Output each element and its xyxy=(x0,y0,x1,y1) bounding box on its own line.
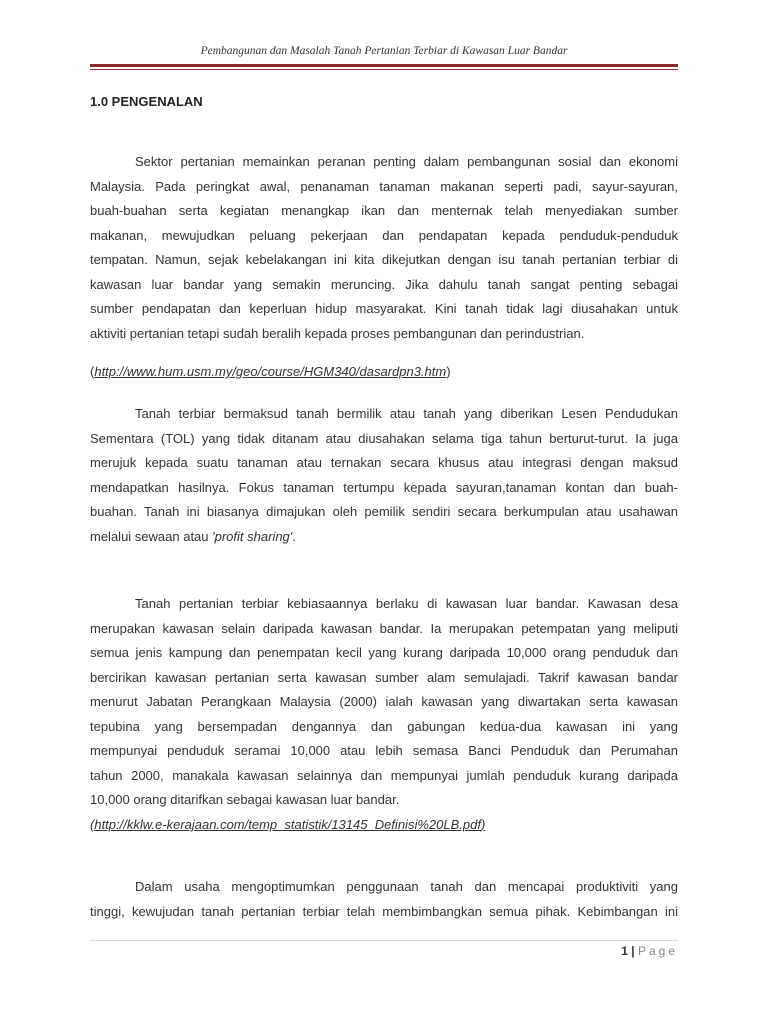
paragraph-line: kawasan luar bandar yang semakin meruncing. Jika dahulu tanah sangat penting sebagai xyxy=(90,276,678,292)
paragraph-line: Malaysia. Pada peringkat awal, penanaman tanaman makanan seperti padi, sayur-sayuran, xyxy=(90,178,678,194)
paragraph-3 xyxy=(90,592,678,813)
paragraph-line: tinggi, kewujudan tanah pertanian terbiar telah membimbangkan semua pihak. Kebimbangan ini xyxy=(90,903,678,919)
paragraph-1 xyxy=(90,150,678,346)
paragraph-line: sumber pendapatan dan keperluan hidup masyarakat. Kini tanah tidak lagi diusahakan untuk xyxy=(90,301,678,316)
profit-sharing-term: 'profit sharing' xyxy=(212,528,293,544)
paragraph-line: makanan, mewujudkan peluang pekerjaan dan pendapatan kepada penduduk-penduduk xyxy=(90,227,678,243)
reference-link[interactable]: (http://kklw.e-kerajaan.com/temp_statistik/13145_Definisi%20LB.pdf) xyxy=(90,817,486,832)
paragraph-line: Tanah pertanian terbiar kebiasaannya berlaku di kawasan luar bandar. Kawasan desa xyxy=(135,596,678,611)
paragraph-line: melalui sewaan atau 'profit sharing'. xyxy=(90,528,296,544)
paragraph-line: 10,000 orang ditarifkan sebagai kawasan luar bandar. xyxy=(90,792,400,807)
paragraph-line: aktiviti pertanian tetapi sudah beralih kepada proses pembangunan dan perindustrian. xyxy=(90,325,585,341)
paragraph-line: tepubina yang bersempadan dengannya dan gabungan kedua-dua kawasan ini yang xyxy=(90,718,678,734)
section-heading: 1.0 PENGENALAN xyxy=(90,94,203,109)
paragraph-line: buah-buahan serta kegiatan menangkap ikan dan menternak telah menyediakan sumber xyxy=(90,203,678,218)
page-number: 1 | Page xyxy=(621,944,678,958)
paragraph-line: tahun 2000, manakala kawasan selainnya dan mempunyai jumlah penduduk kurang daripada xyxy=(90,767,678,783)
paragraph-line: bercirikan kawasan pertanian serta kawasan sumber alam semulajadi. Takrif kawasan bandar xyxy=(90,669,678,685)
paragraph-line: Tanah terbiar bermaksud tanah bermilik atau tanah yang diberikan Lesen Pendudukan xyxy=(135,406,678,421)
paragraph-line: Sektor pertanian memainkan peranan penting dalam pembangunan sosial dan ekonomi xyxy=(135,154,678,169)
paragraph-line: Sementara (TOL) yang tidak ditanam atau diusahakan selama tiga tahun berturut-turut. Ia juga xyxy=(90,430,678,446)
reference-line-1: (http://www.hum.usm.my/geo/course/HGM340/dasardpn3.htm) xyxy=(90,364,451,379)
paragraph-line: mempunyai penduduk seramai 10,000 atau lebih semasa Banci Penduduk dan Perumahan xyxy=(90,743,678,758)
paragraph-line: tempatan. Namun, sejak kebelakangan ini kita dikejutkan dengan isu tanah pertanian terbiar di xyxy=(90,252,678,267)
footer-rule xyxy=(90,940,678,941)
paragraph-line: merujuk kepada suatu tanaman atau ternakan secara khusus atau integrasi dengan maksud xyxy=(90,455,678,470)
paragraph-line: merupakan kawasan selain daripada kawasan bandar. Ia merupakan petempatan yang meliputi xyxy=(90,620,678,636)
running-header: Pembangunan dan Masalah Tanah Pertanian Terbiar di Kawasan Luar Bandar xyxy=(200,45,568,57)
paragraph-line: mendapatkan hasilnya. Fokus tanaman tertumpu kepada sayuran,tanaman kontan dan buah- xyxy=(90,479,678,495)
reference-link[interactable]: http://www.hum.usm.my/geo/course/HGM340/dasardpn3.htm xyxy=(94,364,447,379)
paragraph-line: menurut Jabatan Perangkaan Malaysia (2000) ialah kawasan yang diwartakan serta kawasan xyxy=(90,694,678,709)
paragraph-4 xyxy=(90,875,678,924)
paragraph-line: Dalam usaha mengoptimumkan penggunaan tanah dan mencapai produktiviti yang xyxy=(135,879,678,894)
paragraph-2 xyxy=(90,402,678,549)
reference-line-2 xyxy=(90,813,678,837)
paragraph-line: buahan. Tanah ini biasanya dimajukan oleh pemilik sendiri secara berkumpulan atau usahawan xyxy=(90,504,678,519)
header-rule-thick xyxy=(90,64,678,67)
header-rule-thin xyxy=(90,69,678,70)
paragraph-line: semua jenis kampung dan penempatan kecil yang kurang daripada 10,000 orang penduduk dan xyxy=(90,645,678,660)
